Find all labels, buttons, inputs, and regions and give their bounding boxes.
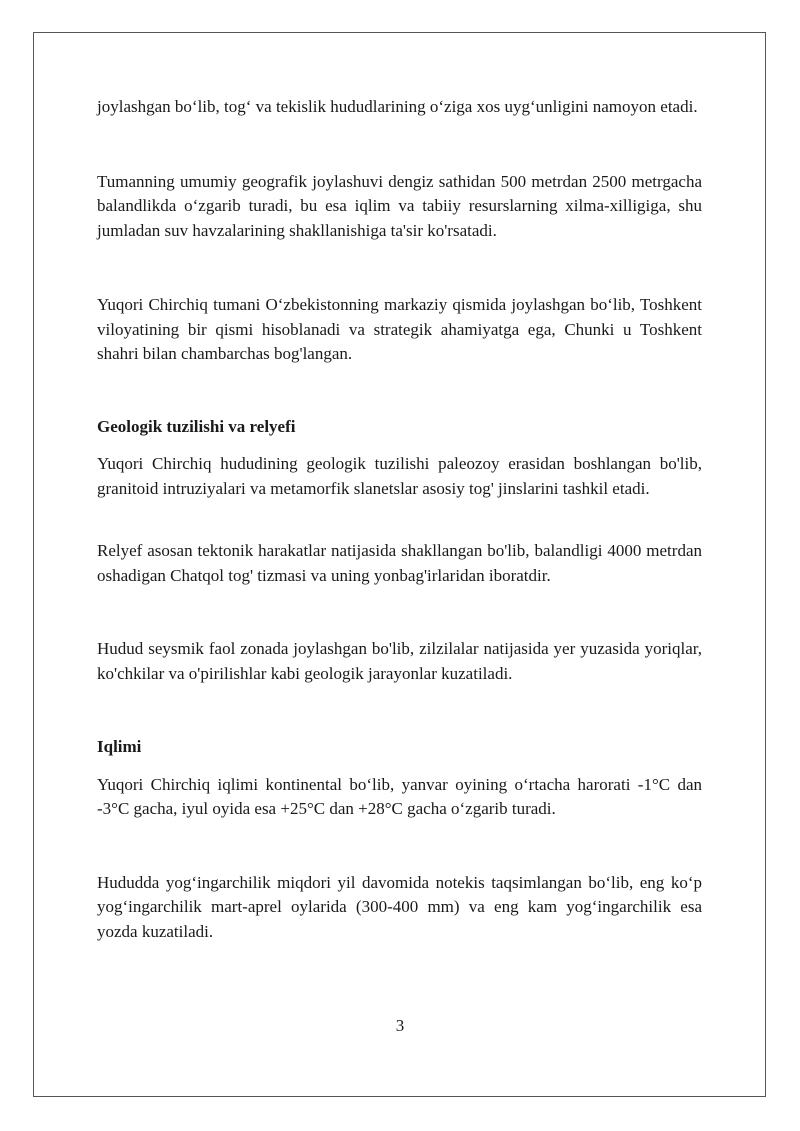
geology-paragraph-2: Relyef asosan tektonik harakatlar natijasida shakllangan bo'lib, balandligi 4000 metrdan oshadigan Chatqol tog' tizmasi va uning yonbag'irlaridan iboratdir.: [97, 541, 702, 585]
section-heading-geology: Geologik tuzilishi va relyefi: [97, 416, 296, 436]
geology-paragraph-3: Hudud seysmik faol zonada joylashgan bo'lib, zilzilalar natijasida yer yuzasida yoriqlar, ko'chkilar va o'pirilishlar kabi geologik jarayonlar kuzatiladi.: [97, 639, 702, 683]
intro-paragraph-3: Yuqori Chirchiq tumani O‘zbekistonning markaziy qismida joylashgan bo‘lib, Toshkent viloyatining bir qismi hisoblanadi va strategik ahamiyatga ega, Chunki u Toshkent shahri bilan chambarchas bog'langan.: [97, 295, 702, 363]
section-heading-climate: Iqlimi: [97, 737, 142, 756]
intro-paragraph-1: joylashgan bo‘lib, tog‘ va tekislik hududlarining o‘ziga xos uyg‘unligini namoyon etadi.: [97, 97, 698, 116]
climate-paragraph-1: Yuqori Chirchiq iqlimi kontinental bo‘lib, yanvar oyining o‘rtacha harorati -1°C dan -3°C gacha, iyul oyida esa +25°C dan +28°C gacha o‘zgarib turadi.: [97, 774, 702, 818]
page-content: [97, 95, 702, 944]
intro-paragraph-2: Tumanning umumiy geografik joylashuvi dengiz sathidan 500 metrdan 2500 metrgacha balandlikda o‘zgarib turadi, bu esa iqlim va tabiiy resurslarning xilma-xilligiga, shu jumladan suv havzalarining shakllanishiga ta'sir ko'rsatadi.: [97, 171, 702, 240]
page-number: 3: [395, 1016, 405, 1035]
geology-paragraph-1: Yuqori Chirchiq hududining geologik tuzilishi paleozoy erasidan boshlangan bo'lib, granitoid intruziyalari va metamorfik slanetslar asosiy tog' jinslarini tashkil etadi.: [97, 454, 702, 498]
climate-paragraph-2: Hududda yog‘ingarchilik miqdori yil davomida notekis taqsimlangan bo‘lib, eng ko‘p yog‘ingarchilik mart-aprel oylarida (300-400 mm) va eng kam yog‘ingarchilik esa yozda kuzatiladi.: [97, 872, 702, 941]
